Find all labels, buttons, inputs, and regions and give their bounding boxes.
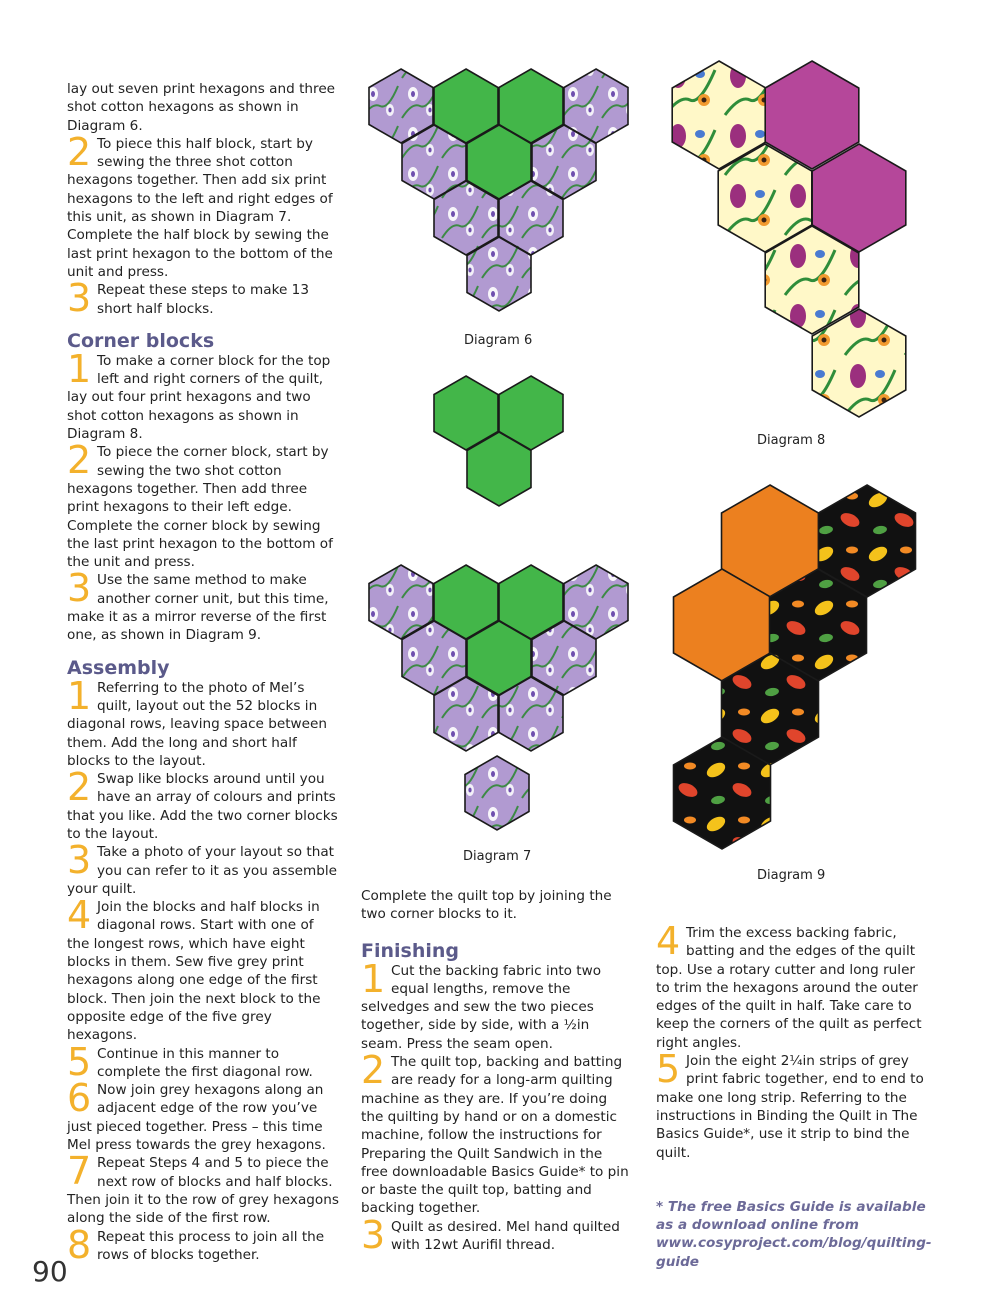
diagram-7-hexagons xyxy=(369,376,628,830)
assembly-step-4 xyxy=(67,893,339,1044)
page-number: 90 xyxy=(32,1255,68,1288)
step-text: To piece the corner block, start by sewing the two shot cotton hexagons together. Then add three print hexagons to their left edge. Complete the corner block by sewing the last print hexagon to the bottom of the unit and press. xyxy=(67,444,333,571)
diagram-6-caption: Diagram 6 xyxy=(464,333,533,348)
finishing-heading: Finishing xyxy=(361,939,460,962)
corner-step-2 xyxy=(67,438,339,571)
finishing-step-1 xyxy=(361,956,629,1053)
step-number: 1 xyxy=(361,956,386,1001)
basics-guide-footnote: * The free Basics Guide is available as a download online from www.cosyproject.com/blog/quilting-guide xyxy=(656,1198,932,1270)
finishing-step-2 xyxy=(361,1048,629,1218)
step-text: Repeat these steps to make 13 short half blocks. xyxy=(97,282,309,317)
diagram-8-hexagons xyxy=(672,61,906,417)
assembly-step-7 xyxy=(67,1149,339,1227)
diagram-9-caption: Diagram 9 xyxy=(757,868,826,883)
step-text: Repeat Steps 4 and 5 to piece the next row of blocks and half blocks. Then join it to the row of grey hexagons along the side of the first row. xyxy=(67,1155,339,1227)
diagram-6-hexagons xyxy=(369,69,628,311)
step-text: Join the blocks and half blocks in diagonal rows. Start with one of the longest rows, which have eight blocks in them. Sew five grey print hexagons along one edge of the first block. Then join the next block to the opposite edge of the five grey hexagons. xyxy=(67,899,321,1044)
step-number: 1 xyxy=(67,346,92,391)
assembly-step-8 xyxy=(67,1222,339,1267)
left-column xyxy=(67,80,339,1267)
step-text: Cut the backing fabric into two equal lengths, remove the selvedges and sew the two pieces together, side by side, with a ½in seam. Press the seam open. xyxy=(361,962,602,1052)
step-text: Use the same method to make another corner unit, but this time, make it as a mirror reverse of the first one, as shown in Diagram 9. xyxy=(67,572,329,644)
finishing-step-5 xyxy=(656,1047,926,1162)
step-text: Trim the excess backing fabric, batting and the edges of the quilt top. Use a rotary cutter and long ruler to trim the hexagons around the outer edges of the quilt in half. Take care to keep the corners of the quilt as perfect right angles. xyxy=(656,925,922,1051)
step-text: Take a photo of your layout so that you can refer to it as you assemble your quilt. xyxy=(67,844,338,897)
step-text: To piece this half block, start by sewing the three shot cotton hexagons together. Then add six print hexagons to the left and right edges of this unit, as shown in Diagram 7. Complete the half block by sewing the last print hexagon to the bottom of the unit and press. xyxy=(67,135,333,280)
step-number: 3 xyxy=(67,566,92,611)
step-number: 2 xyxy=(67,765,92,810)
step-number: 2 xyxy=(361,1048,386,1093)
step-text: Quilt as desired. Mel hand quilted with 12wt Aurifil thread. xyxy=(391,1218,620,1254)
hexagon-groups xyxy=(369,61,916,849)
print-hexagon xyxy=(465,756,529,830)
step-text: Referring to the photo of Mel’s quilt, layout out the 52 blocks in diagonal rows, leaving space between them. Add the long and short half blocks to the layout. xyxy=(67,679,328,769)
step-text: Now join grey hexagons along an adjacent edge of the row you’ve just pieced together. Press – this time Mel press towards the grey hexagons. xyxy=(67,1082,326,1154)
continuation-text: Complete the quilt top by joining the two corner blocks to it. xyxy=(361,888,612,923)
step-number: 3 xyxy=(361,1212,386,1257)
intro-text: lay out seven print hexagons and three shot cotton hexagons as shown in Diagram 6. xyxy=(67,81,336,134)
step-number: 3 xyxy=(67,276,92,321)
step-number: 1 xyxy=(67,673,92,718)
step-text: The quilt top, backing and batting are ready for a long-arm quilting machine as they are. If you’re doing the quilting by hand or on a domestic machine, follow the instructions for Preparing the Quilt Sandwich in the free downloadable Basics Guide* to pin or baste the quilt top, batting and backing together. xyxy=(361,1054,629,1217)
step-text: Join the eight 2¼in strips of grey print fabric together, end to end to make one long strip. Referring to the instructions in Binding the Quilt in The Basics Guide*, use it strip to bind the quilt. xyxy=(656,1053,924,1161)
step-number: 8 xyxy=(67,1222,92,1267)
step-number: 4 xyxy=(656,919,681,963)
assembly-step-2 xyxy=(67,765,339,843)
corner-blocks-heading: Corner blocks xyxy=(67,329,215,352)
corner-step-1 xyxy=(67,346,339,443)
step-number: 2 xyxy=(67,129,92,174)
assembly-step-6 xyxy=(67,1076,339,1154)
step-text: To make a corner block for the top left and right corners of the quilt, lay out four print hexagons and two shot cotton hexagons as shown in Diagram 8. xyxy=(67,352,331,443)
middle-column xyxy=(361,887,629,1257)
step-text: Repeat this process to join all the rows of blocks together. xyxy=(97,1228,325,1263)
diagram-9-hexagons xyxy=(674,485,916,849)
assembly-heading: Assembly xyxy=(67,656,170,679)
assembly-step-1 xyxy=(67,673,339,770)
step-text: Continue in this manner to complete the first diagonal row. xyxy=(97,1045,313,1080)
step-2-half-block xyxy=(67,129,339,281)
assembly-step-3 xyxy=(67,838,339,898)
diagram-7-caption: Diagram 7 xyxy=(463,849,532,864)
corner-step-3 xyxy=(67,566,339,644)
finishing-step-3 xyxy=(361,1212,629,1257)
step-number: 5 xyxy=(656,1047,681,1092)
step-number: 3 xyxy=(67,838,92,883)
step-number: 5 xyxy=(67,1039,92,1084)
step-number: 7 xyxy=(67,1149,92,1194)
diagram-8-caption: Diagram 8 xyxy=(757,433,826,448)
step-3-half-block xyxy=(67,276,339,321)
step-number: 6 xyxy=(67,1076,92,1121)
step-number: 2 xyxy=(67,438,92,483)
assembly-step-5 xyxy=(67,1039,339,1084)
right-column xyxy=(656,919,932,1271)
finishing-step-4 xyxy=(656,919,926,1052)
step-number: 4 xyxy=(67,893,92,938)
step-text: Swap like blocks around until you have an array of colours and prints that you like. Add the two corner blocks to the layout. xyxy=(67,771,338,842)
